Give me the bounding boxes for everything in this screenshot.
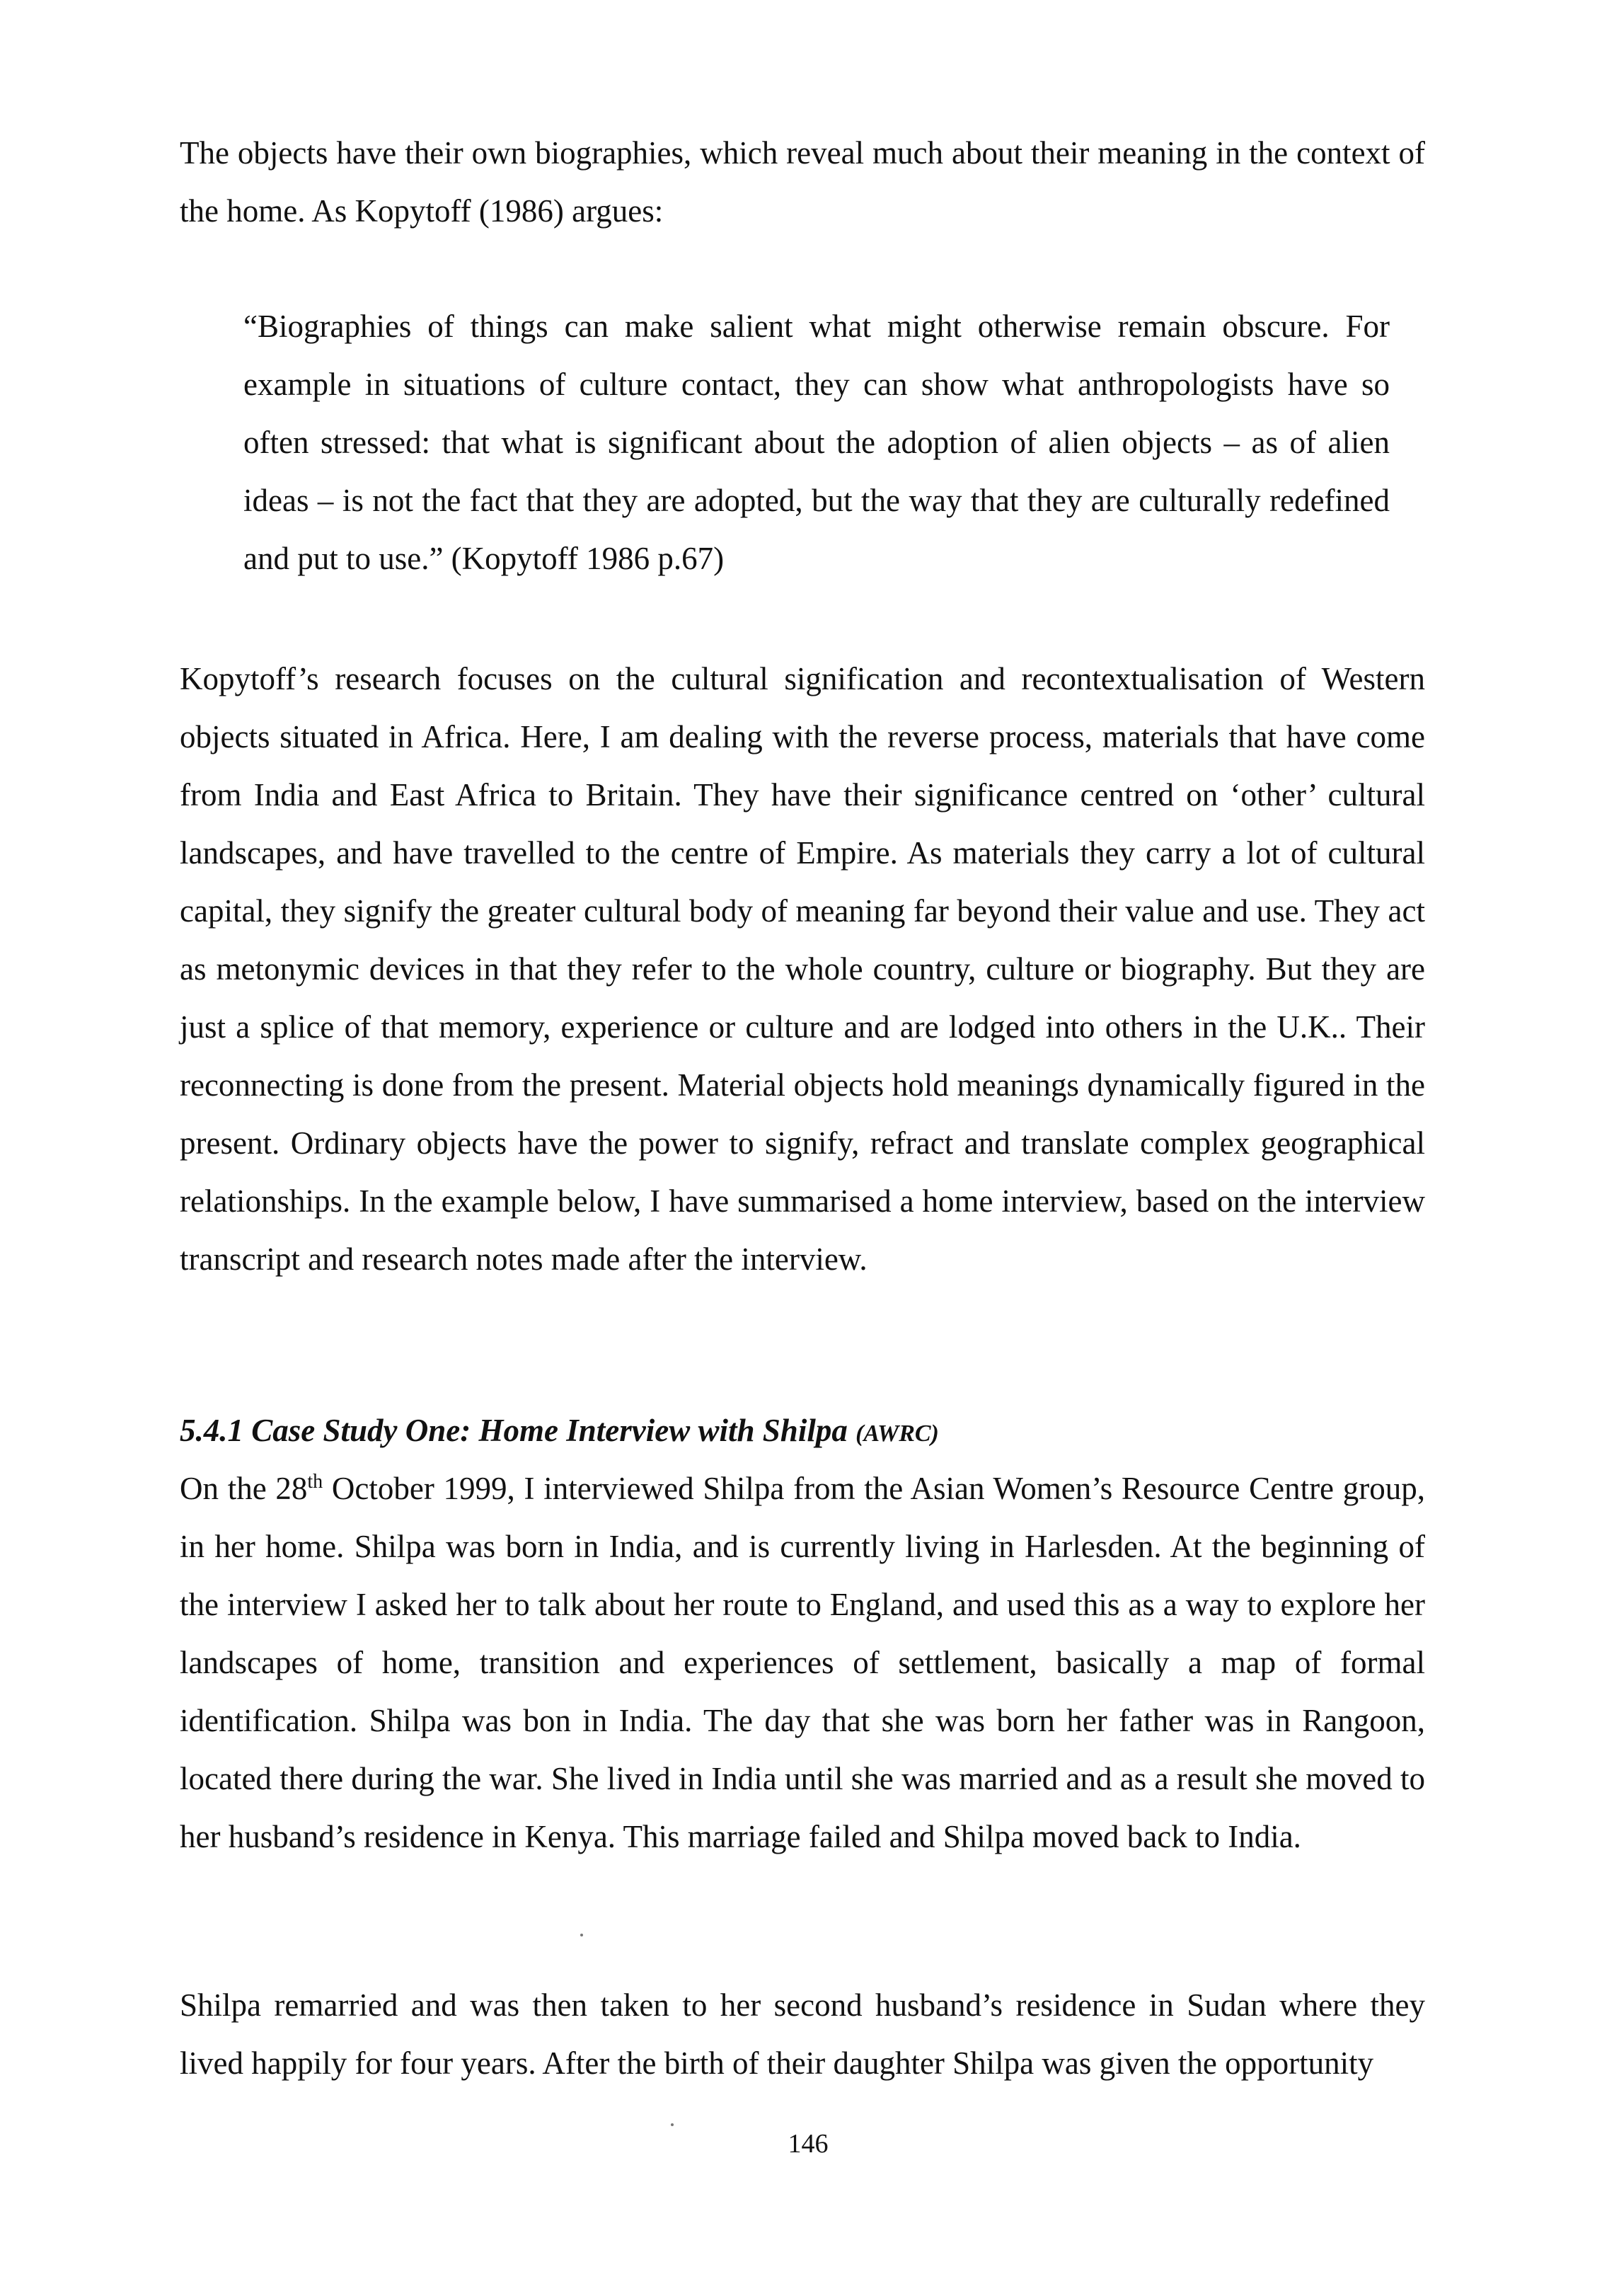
case-study-paragraph <box>180 1459 1425 1866</box>
scan-speck <box>671 2123 674 2126</box>
case-study-lead: On the 28 <box>180 1471 308 1506</box>
section-heading-tag: (AWRC) <box>855 1420 939 1447</box>
kopytoff-paragraph: Kopytoff’s research focuses on the cultural signification and recontextualisation of Western objects situated in Africa. Here, I am dealing with the reverse process, materials that have come from India and East Africa to Britain. They have their significance centred on ‘other’ cultural landscapes, and have travelled to the centre of Empire. As materials they carry a lot of cultural capital, they signify the greater cultural body of meaning far beyond their value and use. They act as metonymic devices in that they refer to the whole country, culture or biography. But they are just a splice of that memory, experience or culture and are lodged into others in the U.K.. Their reconnecting is done from the present. Material objects hold meanings dynamically figured in the present. Ordinary objects have the power to signify, refract and translate complex geographical relationships. In the example below, I have summarised a home interview, based on the interview transcript and research notes made after the interview. <box>180 661 1425 1277</box>
block-quote: “Biographies of things can make salient what might otherwise remain obscure. For example in situations of culture contact, they can show what anthropologists have so often stressed: that what is significant about the adoption of alien objects – as of alien ideas – is not the fact that they are adopted, but the way that they are culturally redefined and put to use.” (Kopytoff 1986 p.67) <box>243 309 1390 576</box>
section-heading-title: 5.4.1 Case Study One: Home Interview with Shilpa <box>180 1413 856 1448</box>
ordinal-superscript: th <box>307 1471 323 1493</box>
remarried-paragraph: Shilpa remarried and was then taken to her second husband’s residence in Sudan where they lived happily for four years. After the birth of their daughter Shilpa was given the opportunity <box>180 1987 1425 2081</box>
scan-speck <box>580 1934 583 1936</box>
section-heading <box>180 1401 1425 1463</box>
page-number: 146 <box>788 2129 829 2159</box>
intro-paragraph: The objects have their own biographies, which reveal much about their meaning in the context of the home. As Kopytoff (1986) argues: <box>180 135 1425 229</box>
case-study-body: October 1999, I interviewed Shilpa from the Asian Women’s Resource Centre group, in her home. Shilpa was born in India, and is currently living in Harlesden. At the beginning of the interview I asked her to talk about her route to England, and used this as a way to explore her landscapes of home, transition and experiences of settlement, basically a map of formal identification. Shilpa was bon in India. The day that she was born her father was in Rangoon, located there during the war. She lived in India until she was married and as a result she moved to her husband’s residence in Kenya. This marriage failed and Shilpa moved back to India. <box>180 1471 1425 1854</box>
